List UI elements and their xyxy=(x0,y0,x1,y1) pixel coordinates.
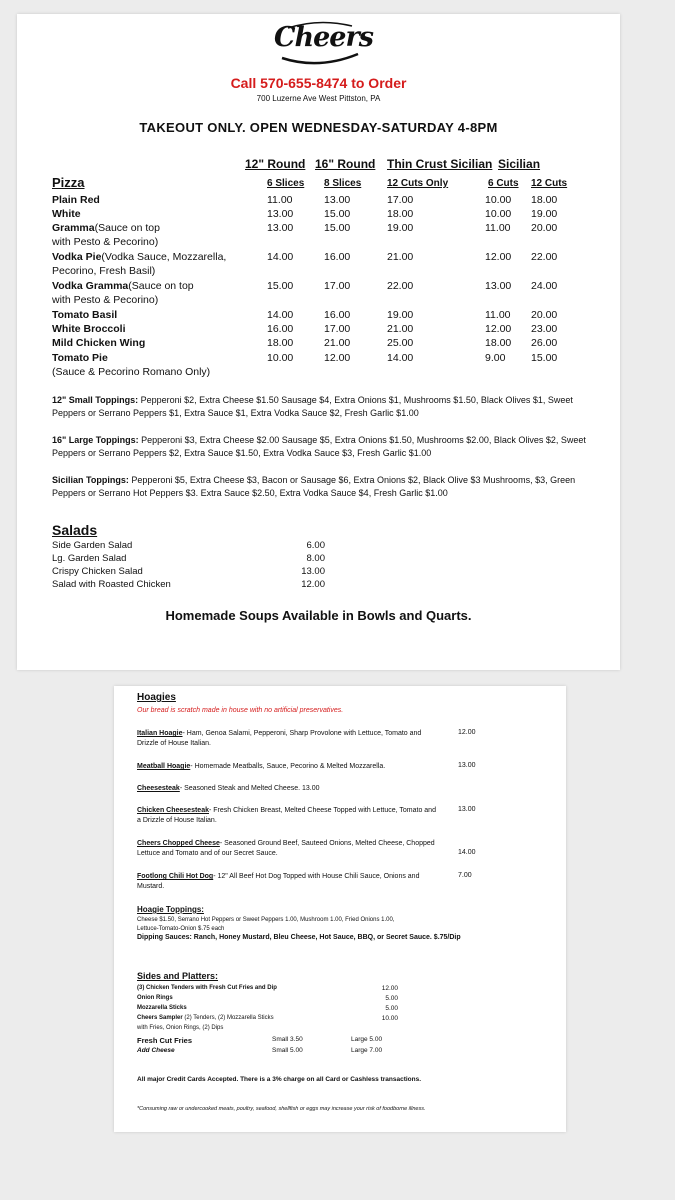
pizza-price: 17.00 xyxy=(387,194,414,206)
side-fries: Fresh Cut Fries xyxy=(137,1036,193,1045)
pizza-price: 16.00 xyxy=(324,251,351,263)
hoagie-price: 12.00 xyxy=(458,729,476,736)
salad-item: Crispy Chicken Salad xyxy=(52,566,143,577)
side-fries-small: Small 3.50 xyxy=(272,1036,303,1043)
salad-item: Side Garden Salad xyxy=(52,540,133,551)
pizza-price: 22.00 xyxy=(387,280,414,292)
pizza-price: 21.00 xyxy=(324,337,351,349)
pizza-price: 10.00 xyxy=(485,208,512,220)
hoagie-item xyxy=(137,762,437,772)
salad-item: Salad with Roasted Chicken xyxy=(52,579,171,590)
hoagie-desc: - Homemade Meatballs, Sauce, Pecorino & Melted Mozzarella. xyxy=(190,763,386,770)
sampler-desc-line2: with Fries, Onion Rings, (2) Dips xyxy=(137,1025,224,1031)
pizza-item-name: Tomato Pie xyxy=(52,352,108,364)
hoagie-name: Chicken Cheesesteak xyxy=(137,807,209,814)
side-price: 10.00 xyxy=(381,1015,398,1022)
side-cheese: Add Cheese xyxy=(137,1047,175,1054)
salad-price: 12.00 xyxy=(301,579,325,590)
phone-order-line[interactable]: Call 570-655-8474 to Order xyxy=(230,75,407,91)
pizza-price: 14.00 xyxy=(267,251,294,263)
pizza-item xyxy=(52,194,100,206)
address: 700 Luzerne Ave West Pittston, PA xyxy=(256,94,381,103)
col-16-round: 16" Round xyxy=(315,157,376,171)
pizza-item-desc-line2: Pecorino, Fresh Basil) xyxy=(52,265,156,277)
pizza-item-name: Vodka Gramma xyxy=(52,280,129,292)
pizza-item xyxy=(52,309,117,321)
pizza-price: 15.00 xyxy=(324,222,351,234)
hoagie-toppings-title: Hoagie Toppings: xyxy=(137,905,204,914)
hoagie-item xyxy=(137,729,437,749)
pizza-price: 12.00 xyxy=(485,323,512,335)
pizza-price: 25.00 xyxy=(387,337,414,349)
pizza-price: 22.00 xyxy=(531,251,558,263)
side-item xyxy=(137,1015,274,1021)
pizza-item-name: White xyxy=(52,208,81,220)
pizza-price: 17.00 xyxy=(324,323,351,335)
pizza-item-desc: (Sauce on top xyxy=(128,280,194,292)
subcol-12-cuts: 12 Cuts xyxy=(531,178,568,189)
pizza-item xyxy=(52,222,160,234)
pizza-price: 18.00 xyxy=(387,208,414,220)
pizza-price: 10.00 xyxy=(267,352,294,364)
pizza-price: 20.00 xyxy=(531,222,558,234)
hoagie-toppings-line1: Cheese $1.50, Serrano Hot Peppers or Sweet Peppers 1.00, Mushroom 1.00, Fried Onions 1.00, xyxy=(137,917,395,923)
card-notice: All major Credit Cards Accepted. There is a 3% charge on all Card or Cashless transactions. xyxy=(137,1076,422,1083)
pizza-price: 13.00 xyxy=(485,280,512,292)
hoagie-desc: - Seasoned Ground Beef, Sauteed Onions, Melted Cheese, Chopped Lettuce and Tomato and of our Secret Sauce. xyxy=(137,840,435,857)
pizza-item-desc: (Vodka Sauce, Mozzarella, xyxy=(101,251,227,263)
side-name: Cheers Sampler xyxy=(137,1015,183,1021)
pizza-price: 20.00 xyxy=(531,309,558,321)
side-price: 5.00 xyxy=(385,995,398,1002)
pizza-price: 21.00 xyxy=(387,251,414,263)
pizza-item-name: Gramma xyxy=(52,222,95,234)
pizza-item xyxy=(52,352,108,364)
salad-price: 13.00 xyxy=(301,566,325,577)
soups-note: Homemade Soups Available in Bowls and Quarts. xyxy=(165,608,472,623)
side-price: 12.00 xyxy=(381,985,398,992)
pizza-price: 18.00 xyxy=(485,337,512,349)
col-sicilian: Sicilian xyxy=(498,157,541,171)
hoagie-name: Cheesesteak xyxy=(137,785,180,792)
pizza-item xyxy=(52,280,194,292)
side-name: Mozzarella Sticks xyxy=(137,1005,187,1011)
hoagie-price: 14.00 xyxy=(458,849,476,856)
logo-text: Cheers xyxy=(274,22,373,53)
pizza-item-name: Plain Red xyxy=(52,194,100,206)
pizza-price: 13.00 xyxy=(267,222,294,234)
pizza-price: 19.00 xyxy=(387,309,414,321)
small-toppings: 12" Small Toppings: Pepperoni $2, Extra Cheese $1.50 Sausage $4, Extra Onions $1, Mushrooms $1.50, Black Olives $1, Sweet Peppers or Serrano Peppers $1, Extra Sauce $1, Extra Vodka Sauce $2, Fresh Garlic $1.00 xyxy=(52,395,573,418)
pizza-price: 19.00 xyxy=(387,222,414,234)
hoagie-item xyxy=(137,806,437,826)
side-fries-large: Large 5.00 xyxy=(351,1036,383,1043)
hoagie-price: 7.00 xyxy=(458,872,472,879)
salad-price: 8.00 xyxy=(306,553,325,564)
pizza-price: 18.00 xyxy=(267,337,294,349)
col-thin-sicilian: Thin Crust Sicilian xyxy=(387,157,493,171)
hoagie-price: 13.00 xyxy=(458,806,476,813)
hoagie-name: Italian Hoagie xyxy=(137,730,183,737)
pizza-price: 18.00 xyxy=(531,194,558,206)
pizza-price: 12.00 xyxy=(485,251,512,263)
pizza-price: 10.00 xyxy=(485,194,512,206)
pizza-price: 12.00 xyxy=(324,352,351,364)
pizza-price: 14.00 xyxy=(387,352,414,364)
hoagie-price: 13.00 xyxy=(458,762,476,769)
food-warning: *Consuming raw or undercooked meats, poultry, seafood, shellfish or eggs may increase your risk of foodborne illness. xyxy=(137,1106,426,1112)
pizza-item-desc-line2: (Sauce & Pecorino Romano Only) xyxy=(52,366,211,378)
large-toppings: 16" Large Toppings: Pepperoni $3, Extra Cheese $2.00 Sausage $5, Extra Onions $1.50, Mushrooms $2.00, Black Olives $2, Sweet Peppers or Serrano Peppers $2, Extra Sauce $1.50, Extra Vodka Sauce $3, Fresh Garlic $1.00 xyxy=(52,435,586,458)
pizza-price: 15.00 xyxy=(267,280,294,292)
subcol-12-cuts-only: 12 Cuts Only xyxy=(387,178,449,189)
salad-item: Lg. Garden Salad xyxy=(52,553,127,564)
sampler-desc: (2) Tenders, (2) Mozzarella Sticks xyxy=(182,1015,274,1021)
side-price: 5.00 xyxy=(385,1005,398,1012)
dipping-sauces: Dipping Sauces: Ranch, Honey Mustard, Bleu Cheese, Hot Sauce, BBQ, or Secret Sauce. $.75/Dip xyxy=(137,934,461,941)
pizza-price: 11.00 xyxy=(485,309,511,321)
hoagie-desc: - Seasoned Steak and Melted Cheese. 13.00 xyxy=(179,785,320,792)
pizza-price: 19.00 xyxy=(531,208,558,220)
sicilian-toppings: Sicilian Toppings: Pepperoni $5, Extra Cheese $3, Bacon or Sausage $6, Extra Onions $2, Black Olive $3 Mushrooms, $3, Green Peppers or Serrano Hot Peppers $3. Extra Sauce $2.50, Extra Vodka Sauce $4, Fresh Garlic $1.00 xyxy=(52,475,576,498)
subcol-6-cuts: 6 Cuts xyxy=(488,178,519,189)
pizza-price: 11.00 xyxy=(485,222,511,234)
hoagie-item xyxy=(137,872,437,892)
pizza-price: 13.00 xyxy=(324,194,351,206)
hoagies-title: Hoagies xyxy=(137,692,176,703)
subcol-8-slices: 8 Slices xyxy=(324,178,362,189)
pizza-price: 26.00 xyxy=(531,337,558,349)
side-item xyxy=(137,995,173,1001)
pizza-price: 14.00 xyxy=(267,309,294,321)
side-cheese-large: Large 7.00 xyxy=(351,1047,383,1054)
pizza-price: 15.00 xyxy=(324,208,351,220)
pizza-price: 21.00 xyxy=(387,323,414,335)
hoagie-name: Cheers Chopped Cheese xyxy=(137,840,220,847)
col-12-round: 12" Round xyxy=(245,157,306,171)
side-cheese-small: Small 5.00 xyxy=(272,1047,303,1054)
pizza-title: Pizza xyxy=(52,175,85,190)
pizza-price: 17.00 xyxy=(324,280,351,292)
hours-banner: TAKEOUT ONLY. OPEN WEDNESDAY-SATURDAY 4-8PM xyxy=(139,120,498,135)
bread-tagline: Our bread is scratch made in house with no artificial preservatives. xyxy=(137,707,344,714)
pizza-price: 16.00 xyxy=(267,323,294,335)
side-name: (3) Chicken Tenders with Fresh Cut Fries and Dip xyxy=(137,985,277,991)
pizza-price: 13.00 xyxy=(267,208,294,220)
pizza-item xyxy=(52,251,226,263)
pizza-item-name: Vodka Pie xyxy=(52,251,102,263)
hoagie-desc: - Fresh Chicken Breast, Melted Cheese Topped with Lettuce, Tomato and a Drizzle of House Italian. xyxy=(137,807,436,824)
hoagie-desc: - Ham, Genoa Salami, Pepperoni, Sharp Provolone with Lettuce, Tomato and Drizzle of House Italian. xyxy=(137,730,422,747)
side-name: Onion Rings xyxy=(137,995,173,1001)
pizza-item-desc-line2: with Pesto & Pecorino) xyxy=(52,236,159,248)
pizza-item-name: Mild Chicken Wing xyxy=(52,337,146,349)
pizza-item-desc-line2: with Pesto & Pecorino) xyxy=(52,294,159,306)
menu-page-1 xyxy=(17,14,620,670)
pizza-item xyxy=(52,208,81,220)
pizza-item xyxy=(52,337,145,349)
side-item xyxy=(137,1005,187,1011)
hoagie-desc: - 12" All Beef Hot Dog Topped with House Chili Sauce, Onions and Mustard. xyxy=(137,873,420,890)
salads-title: Salads xyxy=(52,522,98,538)
salad-price: 6.00 xyxy=(306,540,325,551)
pizza-price: 11.00 xyxy=(267,194,293,206)
subcol-6-slices: 6 Slices xyxy=(267,178,305,189)
hoagie-toppings-line2: Lettuce-Tomato-Onion $.75 each xyxy=(137,926,225,932)
hoagie-item xyxy=(137,784,437,794)
pizza-price: 16.00 xyxy=(324,309,351,321)
side-item xyxy=(137,985,277,991)
pizza-price: 23.00 xyxy=(531,323,558,335)
pizza-item-desc: (Sauce on top xyxy=(94,222,160,234)
pizza-price: 24.00 xyxy=(531,280,558,292)
pizza-price: 9.00 xyxy=(485,352,506,364)
pizza-item-name: White Broccoli xyxy=(52,323,126,335)
pizza-item-name: Tomato Basil xyxy=(52,309,118,321)
hoagie-name: Meatball Hoagie xyxy=(137,763,191,770)
hoagie-name: Footlong Chili Hot Dog xyxy=(137,873,214,880)
menu-page-2 xyxy=(114,686,566,1132)
hoagie-item xyxy=(137,839,437,859)
cheers-logo xyxy=(274,18,373,70)
pizza-item xyxy=(52,323,126,335)
pizza-price: 15.00 xyxy=(531,352,558,364)
sides-title: Sides and Platters: xyxy=(137,971,219,981)
